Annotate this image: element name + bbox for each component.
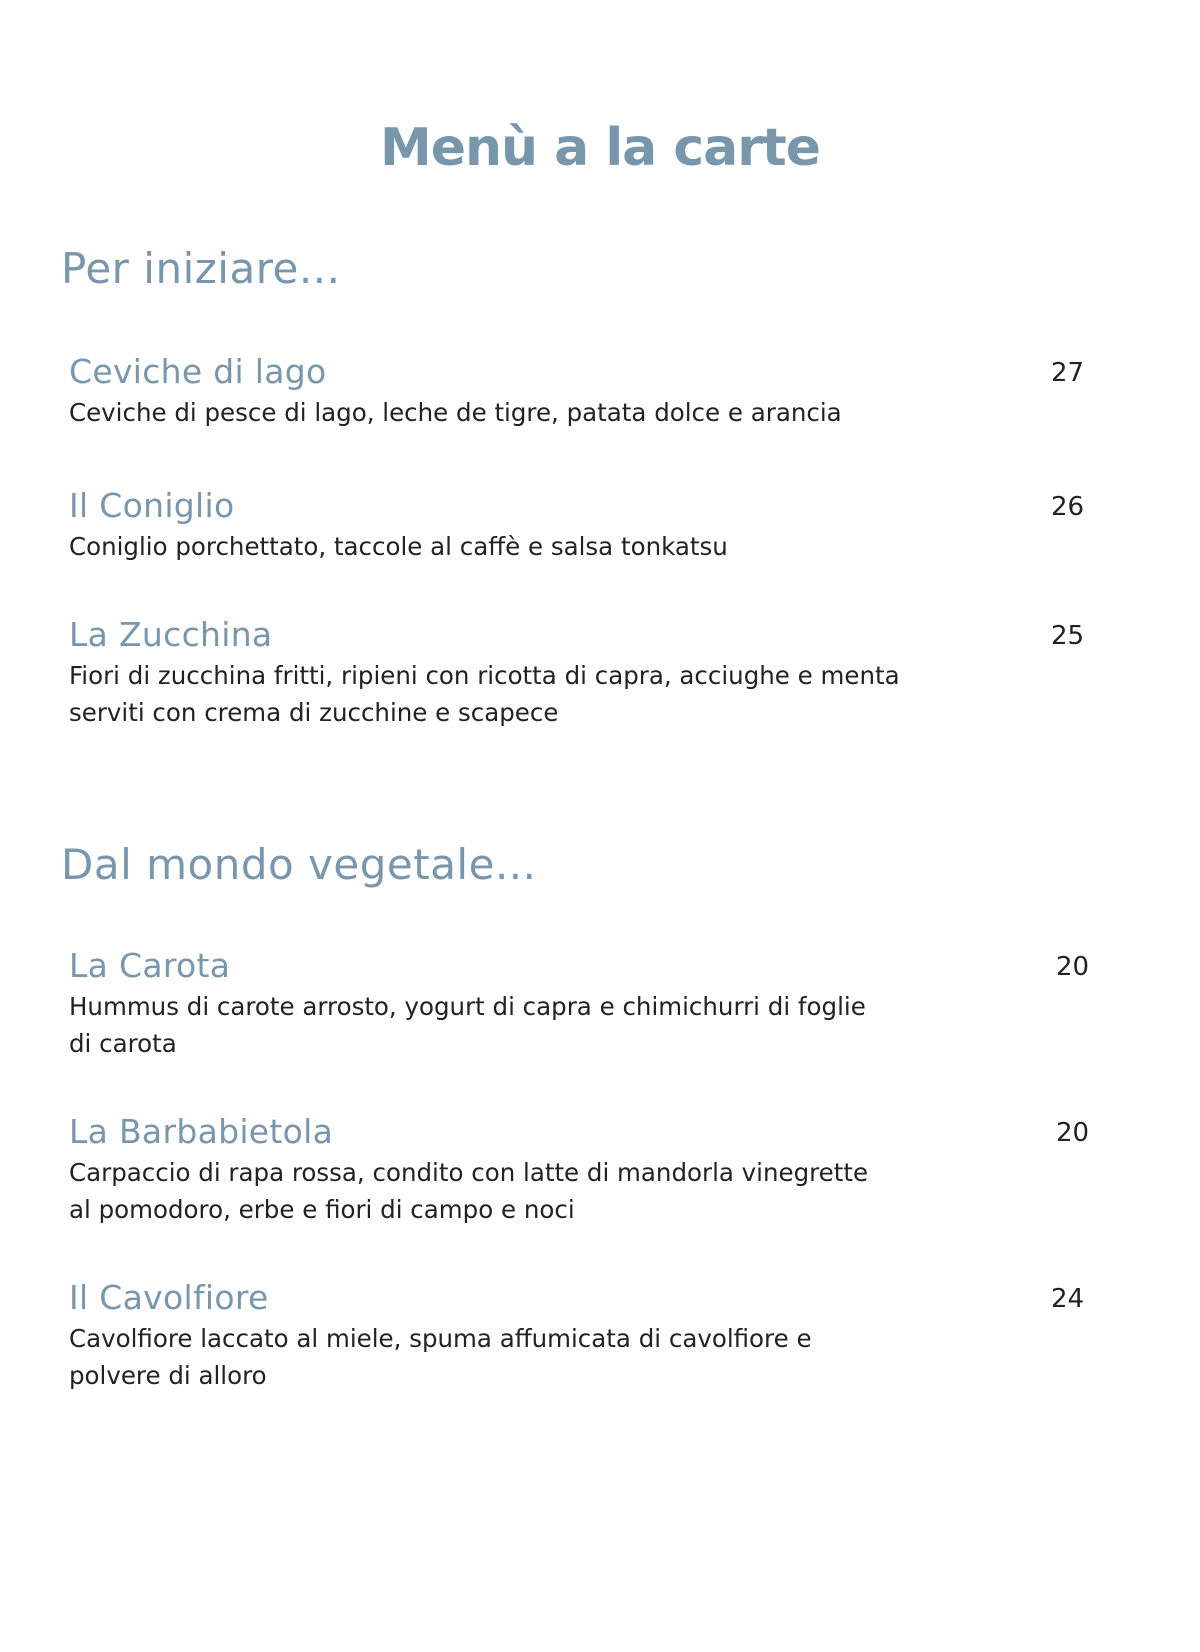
menu-item-name: La Carota bbox=[69, 946, 231, 985]
menu-item-name: La Zucchina bbox=[69, 615, 273, 654]
menu-item-price: 26 bbox=[1051, 492, 1085, 522]
menu-item-price: 25 bbox=[1051, 621, 1085, 651]
menu-item-description bbox=[69, 528, 989, 565]
menu-item-description-line: Carpaccio di rapa rossa, condito con latte di mandorla vinegrette bbox=[69, 1158, 869, 1187]
menu-item-description-line: serviti con crema di zucchine e scapece bbox=[69, 698, 559, 727]
menu-item-description-line: Ceviche di pesce di lago, leche de tigre, patata dolce e arancia bbox=[69, 398, 842, 427]
menu-item-description-line: Hummus di carote arrosto, yogurt di capra e chimichurri di foglie bbox=[69, 992, 866, 1021]
menu-item-description bbox=[69, 657, 989, 731]
menu-item-la-zucchina bbox=[69, 615, 1109, 731]
menu-item-name: Il Cavolfiore bbox=[69, 1278, 269, 1317]
menu-item-price: 20 bbox=[1056, 1118, 1090, 1148]
menu-item-description bbox=[69, 1320, 989, 1394]
menu-item-ceviche-di-lago bbox=[69, 352, 1109, 431]
menu-item-la-barbabietola bbox=[69, 1112, 1109, 1228]
menu-item-description-line: polvere di alloro bbox=[69, 1361, 267, 1390]
menu-item-description bbox=[69, 988, 989, 1062]
menu-item-description bbox=[69, 394, 989, 431]
menu-item-il-coniglio bbox=[69, 486, 1109, 565]
menu-item-name: Ceviche di lago bbox=[69, 352, 327, 391]
menu-item-description-line: di carota bbox=[69, 1029, 177, 1058]
menu-item-price: 24 bbox=[1051, 1284, 1085, 1314]
section-heading-per-iniziare: Per iniziare... bbox=[61, 244, 341, 293]
menu-item-price: 20 bbox=[1056, 952, 1090, 982]
menu-item-description-line: Coniglio porchettato, taccole al caffè e salsa tonkatsu bbox=[69, 532, 728, 561]
menu-item-price: 27 bbox=[1051, 358, 1085, 388]
menu-item-name: La Barbabietola bbox=[69, 1112, 334, 1151]
page-title: Menù a la carte bbox=[379, 118, 821, 178]
menu-item-il-cavolfiore bbox=[69, 1278, 1109, 1394]
section-heading-dal-mondo-vegetale: Dal mondo vegetale... bbox=[61, 840, 537, 889]
menu-item-description bbox=[69, 1154, 989, 1228]
menu-item-la-carota bbox=[69, 946, 1109, 1062]
menu-item-description-line: al pomodoro, erbe e fiori di campo e noci bbox=[69, 1195, 575, 1224]
menu-item-description-line: Cavolfiore laccato al miele, spuma affumicata di cavolfiore e bbox=[69, 1324, 812, 1353]
menu-item-description-line: Fiori di zucchina fritti, ripieni con ricotta di capra, acciughe e menta bbox=[69, 661, 900, 690]
menu-item-name: Il Coniglio bbox=[69, 486, 235, 525]
